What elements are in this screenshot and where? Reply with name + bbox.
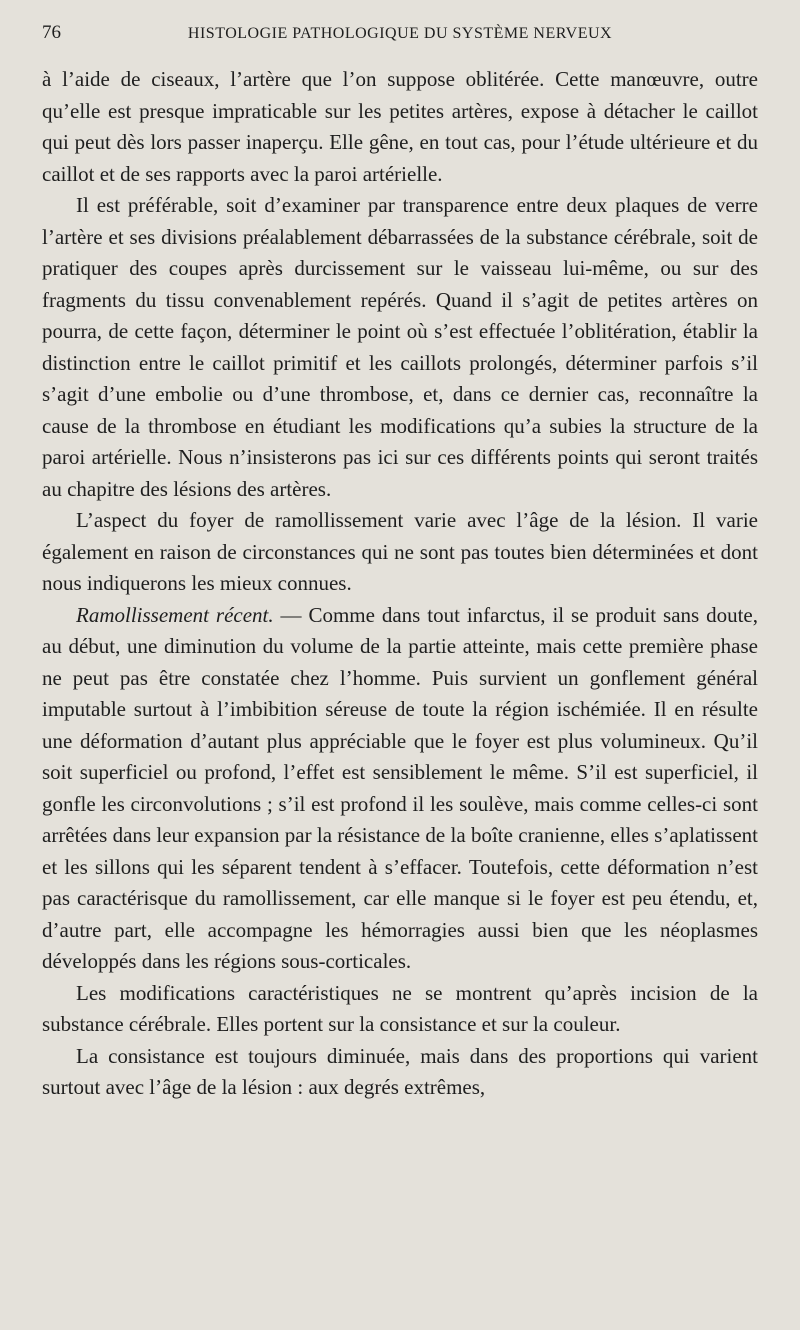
paragraph: Les modifications caractéristiques ne se montrent qu’après incision de la substance cérébrale. Elles portent sur la consistance et sur la couleur. <box>42 980 758 1036</box>
section-lead-title: Ramollissement récent. <box>76 602 274 627</box>
paragraph: Il est préférable, soit d’examiner par transparence entre deux plaques de verre l’artère et ses divisions préalablement débarrassées de la substance cérébrale, soit de pratiquer des coupes après durcissement sur le vaisseau lui-même, ou sur des fragments du tissu convenablement repérés. Quand il s’agit de petites artères on pourra, de cette façon, déterminer le point où s’est effectuée l’oblitération, établir la distinction entre le caillot primitif et les caillots prolongés, déterminer parfois s’il s’agit d’une embolie ou d’une thrombose, et, dans ce dernier cas, reconnaître la cause de la thrombose en étudiant les modifications qu’a subies la structure de la paroi artérielle. Nous n’insisterons pas ici sur ces différents points qui seront traités au chapitre des lésions des artères. <box>42 193 758 501</box>
paragraph-text: — Comme dans tout infarctus, il se produit sans doute, au début, une diminution du volume de la partie atteinte, mais cette première phase ne peut pas être constatée chez l’homme. Puis survient un gonflement général imputable surtout à l’imbibition séreuse de toute la région ischémiée. Il en résulte une déformation d’autant plus appréciable que le foyer est plus volumineux. Qu’il soit superficiel ou profond, l’effet est sensiblement le même. S’il est superficiel, il gonfle les circonvolutions ; s’il est profond il les soulève, mais comme celles-ci sont arrêtées dans leur expansion par la résistance de la boîte cranienne, elles s’aplatissent et les sillons qui les séparent tendent à s’effacer. Toutefois, cette déformation n’est pas caractérisque du ramollissement, car elle manque si le foyer est peu étendu, et, d’autre part, elle accompagne les hémorragies aussi bien que les néoplasmes développés dans les régions sous-corticales. <box>42 602 759 973</box>
page-number: 76 <box>42 22 61 43</box>
page-header <box>42 22 758 58</box>
paragraph: L’aspect du foyer de ramollissement varie avec l’âge de la lésion. Il varie également en raison de circonstances qui ne sont pas toutes bien déterminées et dont nous indiquerons les mieux connues. <box>42 508 758 595</box>
running-title: HISTOLOGIE PATHOLOGIQUE DU SYSTÈME NERVEUX <box>187 25 613 42</box>
body-text <box>42 64 758 1104</box>
paragraph: à l’aide de ciseaux, l’artère que l’on suppose oblitérée. Cette manœuvre, outre qu’elle est presque impraticable sur les petites artères, expose à détacher le caillot qui peut dès lors passer inaperçu. Elle gêne, en tout cas, pour l’étude ultérieure et du caillot et de ses rapports avec la paroi artérielle. <box>42 67 758 186</box>
paragraph: La consistance est toujours diminuée, mais dans des proportions qui varient surtout avec l’âge de la lésion : aux degrés extrêmes, <box>42 1043 758 1099</box>
paragraph <box>42 600 758 978</box>
